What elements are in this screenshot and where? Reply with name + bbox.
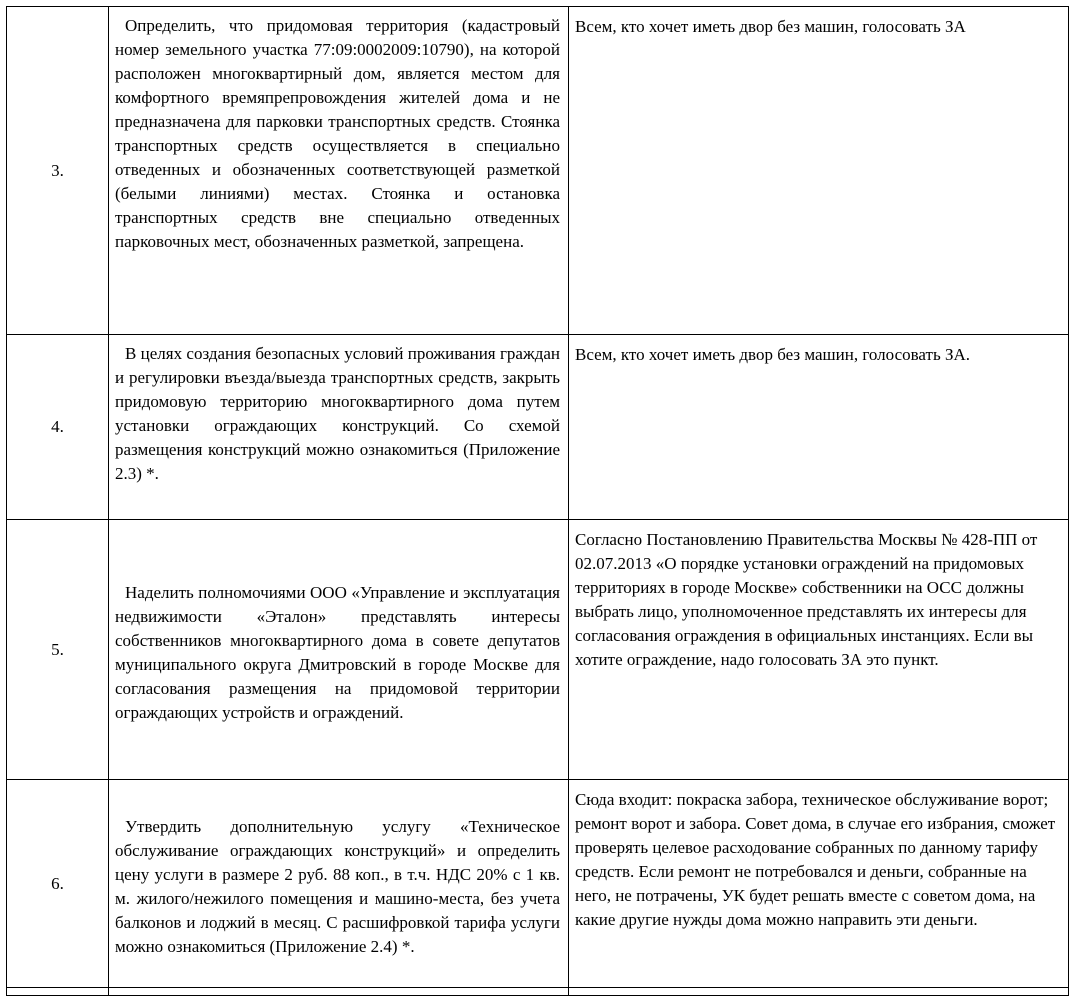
item-text: Наделить полномочиями ООО «Управление и эксплуатация недвижимости «Эталон» представлять интересы собственников многоквартирного дома в совете депутатов муниципального округа Дмитровский в городе Москве для согласования размещения на придомовой территории ограждающих устройств и ограждений. <box>115 583 560 722</box>
empty-cell <box>7 988 109 996</box>
item-text: Утвердить дополнительную услугу «Техническое обслуживание ограждающих конструкций» и определить цену услуги в размере 2 руб. 88 коп., в т.ч. НДС 20% с 1 кв. м. жилого/нежилого помещения и машино-места, без учета балконов и лоджий в месяц. С расшифровкой тарифа услуги можно ознакомиться (Приложение 2.4) *. <box>115 817 560 956</box>
table-row <box>7 335 1069 520</box>
item-comment: Всем, кто хочет иметь двор без машин, голосовать ЗА. <box>575 345 970 364</box>
item-text-cell <box>109 335 569 520</box>
item-number: 5. <box>7 520 109 780</box>
voting-items-table <box>6 6 1069 996</box>
item-comment: Согласно Постановлению Правительства Москвы № 428-ПП от 02.07.2013 «О порядке установки ограждений на придомовых территориях в городе Москве» собственники на ОСС должны выбрать лицо, уполномоченное представлять их интересы для согласования ограждения в официальных инстанциях. Если вы хотите ограждение, надо голосовать ЗА это пункт. <box>575 530 1038 669</box>
item-text: Определить, что придомовая территория (кадастровый номер земельного участка 77:09:0002009:10790), на которой расположен многоквартирный дом, является местом для комфортного времяпрепровождения жителей дома и не предназначена для парковки транспортных средств. Стоянка транспортных средств осуществляется в специально отведенных и обозначенных соответствующей разметкой (белыми линиями) местах. Стоянка и остановка транспортных средств вне специально отведенных парковочных мест, обозначенных разметкой, запрещена. <box>115 16 560 251</box>
item-number: 3. <box>7 7 109 335</box>
item-comment: Всем, кто хочет иметь двор без машин, голосовать ЗА <box>575 17 966 36</box>
comment-cell <box>569 335 1069 520</box>
comment-cell <box>569 520 1069 780</box>
item-comment: Сюда входит: покраска забора, техническое обслуживание ворот; ремонт ворот и забора. Совет дома, в случае его избрания, сможет проверять целевое расходование собранных по данному тарифу средств. Если ремонт не потребовался и деньги, собранные на него, не потрачены, УК будет решать вместе с советом дома, на какие другие нужды дома можно направить эти деньги. <box>575 790 1056 929</box>
table-row <box>7 520 1069 780</box>
empty-cell <box>109 988 569 996</box>
item-number: 4. <box>7 335 109 520</box>
item-text-cell <box>109 7 569 335</box>
item-text-cell <box>109 780 569 988</box>
item-number: 6. <box>7 780 109 988</box>
comment-cell <box>569 7 1069 335</box>
table-row <box>7 7 1069 335</box>
empty-cell <box>569 988 1069 996</box>
table-row-continuation <box>7 988 1069 996</box>
comment-cell <box>569 780 1069 988</box>
item-text: В целях создания безопасных условий проживания граждан и регулировки въезда/выезда транспортных средств, закрыть придомовую территорию многоквартирного дома путем установки ограждающих конструкций. Со схемой размещения конструкций можно ознакомиться (Приложение 2.3) *. <box>115 344 560 483</box>
item-text-cell <box>109 520 569 780</box>
table-row <box>7 780 1069 988</box>
